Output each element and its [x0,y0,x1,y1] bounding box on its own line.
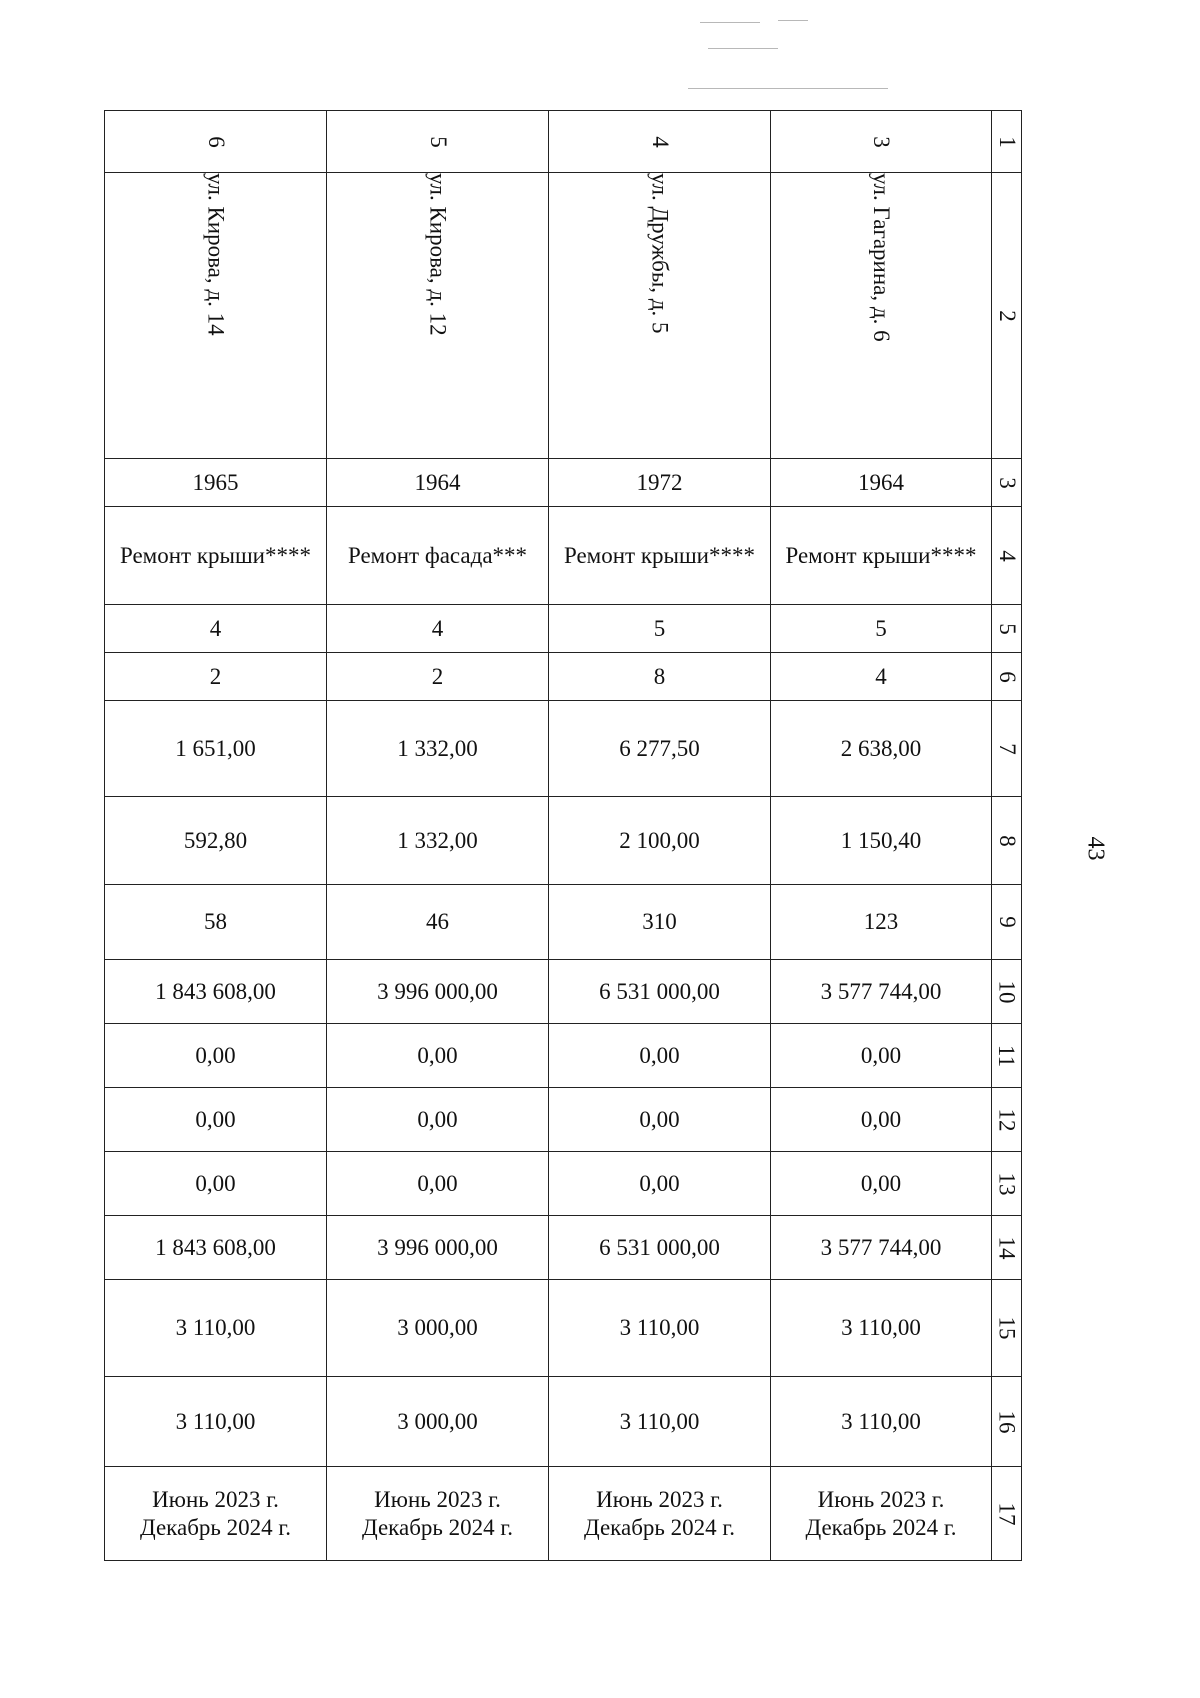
row-index: 8 [992,797,1022,885]
cell-value: 0,00 [105,1024,327,1088]
period-start: Июнь 2023 г. [817,1486,945,1512]
cell-value: 1 332,00 [327,701,549,797]
row-index: 2 [992,173,1022,459]
row-11 [105,1024,1022,1088]
row-index: 16 [992,1377,1022,1467]
period-start: Июнь 2023 г. [152,1486,279,1512]
row-6 [105,653,1022,701]
cell-value: 8 [549,653,771,701]
cell-period [105,1467,327,1561]
cell-value: 4 [105,605,327,653]
cell-value: 1 843 608,00 [105,1216,327,1280]
cell-value: 2 [327,653,549,701]
cell-period [771,1467,992,1561]
row-index: 9 [992,885,1022,960]
cell-value: 3 110,00 [771,1377,992,1467]
cell-period [327,1467,549,1561]
cell-value: 0,00 [771,1152,992,1216]
cell-num: 6 [105,111,327,173]
period-start: Июнь 2023 г. [374,1486,501,1512]
cell-value: 0,00 [771,1088,992,1152]
cell-value: 0,00 [549,1088,771,1152]
cell-value: 3 000,00 [327,1377,549,1467]
row-5 [105,605,1022,653]
cell-value: 3 996 000,00 [327,1216,549,1280]
row-8 [105,797,1022,885]
cell-value: 6 277,50 [549,701,771,797]
cell-address: ул. Гагарина, д. 6 [771,173,992,459]
row-10 [105,960,1022,1024]
cell-value: 3 110,00 [105,1377,327,1467]
row-index: 11 [992,1024,1022,1088]
scan-artifact [688,18,898,108]
cell-value: 3 110,00 [549,1377,771,1467]
cell-year: 1964 [771,459,992,507]
cell-value: 3 110,00 [771,1280,992,1377]
row-index: 14 [992,1216,1022,1280]
cell-num: 4 [549,111,771,173]
cell-value: 1 843 608,00 [105,960,327,1024]
cell-value: 5 [549,605,771,653]
cell-address: ул. Дружбы, д. 5 [549,173,771,459]
cell-value: 5 [771,605,992,653]
cell-value: 2 100,00 [549,797,771,885]
row-index: 17 [992,1467,1022,1561]
cell-value: 0,00 [327,1088,549,1152]
row-9 [105,885,1022,960]
row-15 [105,1280,1022,1377]
row-index: 3 [992,459,1022,507]
period-end: Декабрь 2024 г. [805,1514,957,1540]
cell-value: 6 531 000,00 [549,1216,771,1280]
row-7 [105,701,1022,797]
cell-value: 1 651,00 [105,701,327,797]
cell-value: 3 000,00 [327,1280,549,1377]
row-index: 5 [992,605,1022,653]
period-end: Декабрь 2024 г. [140,1514,291,1540]
cell-value: 0,00 [549,1024,771,1088]
cell-address: ул. Кирова, д. 12 [327,173,549,459]
cell-value: 46 [327,885,549,960]
cell-year: 1964 [327,459,549,507]
cell-value: 0,00 [549,1152,771,1216]
cell-address: ул. Кирова, д. 14 [105,173,327,459]
row-index: 7 [992,701,1022,797]
row-index: 13 [992,1152,1022,1216]
cell-value: 1 150,40 [771,797,992,885]
row-index: 12 [992,1088,1022,1152]
row-13 [105,1152,1022,1216]
cell-work: Ремонт крыши**** [105,507,327,605]
cell-value: 3 110,00 [105,1280,327,1377]
page-number: 43 [1082,836,1109,861]
cell-value: 0,00 [771,1024,992,1088]
cell-value: 3 110,00 [549,1280,771,1377]
row-12 [105,1088,1022,1152]
cell-value: 4 [771,653,992,701]
cell-value: 2 [105,653,327,701]
cell-value: 2 638,00 [771,701,992,797]
row-1 [105,111,1022,173]
cell-year: 1972 [549,459,771,507]
cell-value: 3 577 744,00 [771,1216,992,1280]
period-start: Июнь 2023 г. [596,1486,723,1512]
row-index: 10 [992,960,1022,1024]
cell-value: 123 [771,885,992,960]
cell-year: 1965 [105,459,327,507]
cell-work: Ремонт крыши**** [771,507,992,605]
period-end: Декабрь 2024 г. [584,1514,735,1540]
cell-num: 3 [771,111,992,173]
cell-value: 3 996 000,00 [327,960,549,1024]
cell-work: Ремонт фасада*** [327,507,549,605]
cell-value: 0,00 [327,1024,549,1088]
row-17 [105,1467,1022,1561]
row-index: 4 [992,507,1022,605]
row-3 [105,459,1022,507]
row-14 [105,1216,1022,1280]
row-16 [105,1377,1022,1467]
cell-value: 0,00 [327,1152,549,1216]
cell-value: 3 577 744,00 [771,960,992,1024]
row-index: 1 [992,111,1022,173]
row-2 [105,173,1022,459]
row-index: 15 [992,1280,1022,1377]
cell-value: 1 332,00 [327,797,549,885]
cell-work: Ремонт крыши**** [549,507,771,605]
cell-value: 310 [549,885,771,960]
cell-value: 4 [327,605,549,653]
cell-value: 592,80 [105,797,327,885]
cell-value: 58 [105,885,327,960]
housing-repair-table [104,110,1022,1561]
cell-num: 5 [327,111,549,173]
row-index: 6 [992,653,1022,701]
cell-period [549,1467,771,1561]
row-4 [105,507,1022,605]
cell-value: 0,00 [105,1088,327,1152]
cell-value: 6 531 000,00 [549,960,771,1024]
period-end: Декабрь 2024 г. [362,1514,513,1540]
cell-value: 0,00 [105,1152,327,1216]
